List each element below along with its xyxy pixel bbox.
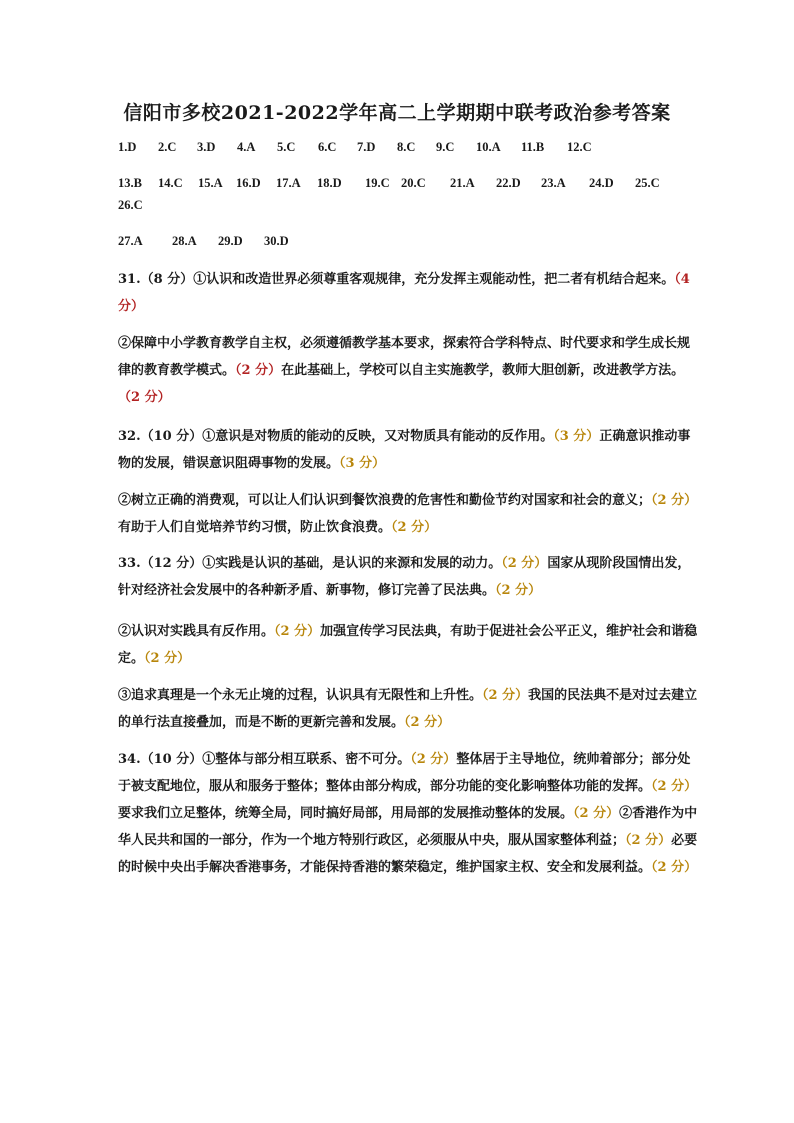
answer-paragraph <box>118 487 698 541</box>
answer-paragraph <box>118 618 698 672</box>
answer-text: ②树立正确的消费观，可以让人们认识到餐饮浪费的危害性和勤俭节约对国家和社会的意义； <box>118 493 652 508</box>
score-label: （2 分） <box>404 715 451 730</box>
answer-text: 33.（12 分）①实践是认识的基础，是认识的来源和发展的动力。 <box>118 556 502 571</box>
mc-answer: 18.D <box>317 176 342 190</box>
mc-answer: 21.A <box>450 176 475 190</box>
mc-answer: 25.C <box>635 176 660 190</box>
answer-paragraph <box>118 330 698 411</box>
mc-answer: 2.C <box>158 140 177 154</box>
mc-answer: 20.C <box>401 176 426 190</box>
answer-paragraph <box>118 550 698 604</box>
mc-answer: 17.A <box>276 176 301 190</box>
score-label: （2 分） <box>118 390 171 405</box>
mc-answer: 26.C <box>118 198 143 212</box>
mc-answer: 1.D <box>118 140 137 154</box>
score-label: （2 分） <box>651 779 698 794</box>
mc-answer: 27.A <box>118 234 143 248</box>
answer-text: 34.（10 分）①整体与部分相互联系、密不可分。 <box>118 752 411 767</box>
score-label: （4 分） <box>118 272 690 314</box>
answer-text: 在此基础上，学校可以自主实施教学，教师大胆创新，改进教学方法。 <box>281 363 685 378</box>
score-label: （2 分） <box>651 860 698 875</box>
answer-text: ②香港作为中华人民共和国的一部分，作为一个地方特别行政区，必须服从中央，服从国家整体利益； <box>118 806 698 848</box>
answer-text: 要求我们立足整体，统筹全局，同时搞好局部，用局部的发展推动整体的发展。 <box>118 806 574 821</box>
mc-answer: 22.D <box>496 176 521 190</box>
mc-answer: 6.C <box>318 140 337 154</box>
answer-paragraph <box>118 682 698 736</box>
mc-answer: 10.A <box>476 140 501 154</box>
answer-text: 整体居于主导地位，统帅着部分；部分处于被支配地位，服从和服务于整体；整体由部分构成，部分功能的变化影响整体功能的发挥。 <box>118 752 691 794</box>
mc-answer: 16.D <box>236 176 261 190</box>
mc-answer: 5.C <box>277 140 296 154</box>
answer-paragraph <box>118 423 698 477</box>
mc-answer: 14.C <box>158 176 183 190</box>
mc-answer: 3.D <box>197 140 216 154</box>
mc-answer: 13.B <box>118 176 142 190</box>
answer-text: ③追求真理是一个永无止境的过程，认识具有无限性和上升性。 <box>118 688 483 703</box>
mc-answer: 15.A <box>198 176 223 190</box>
answer-text: 国家从现阶段国情出发，针对经济社会发展中的各种新矛盾、新事物，修订完善了民法典。 <box>118 556 691 598</box>
answer-paragraph <box>118 746 698 881</box>
answer-text: 32.（10 分）①意识是对物质的能动的反映，又对物质具有能动的反作用。 <box>118 429 554 444</box>
score-label: （2 分） <box>144 651 191 666</box>
score-label: （2 分） <box>391 520 438 535</box>
score-label: （2 分） <box>410 752 457 767</box>
answer-text: 31.（8 分）①认识和改造世界必须尊重客观规律，充分发挥主观能动性，把二者有机结合起来。 <box>118 272 675 287</box>
answer-text: 我国的民法典不是对过去建立的单行法直接叠加，而是不断的更新完善和发展。 <box>118 688 698 730</box>
score-label: （2 分） <box>501 556 548 571</box>
answer-text: 加强宣传学习民法典，有助于促进社会公平正义，维护社会和谐稳定。 <box>118 624 698 666</box>
mc-answer: 23.A <box>541 176 566 190</box>
score-label: （2 分） <box>482 688 529 703</box>
answer-text: 必要的时候中央出手解决香港事务，才能保持香港的繁荣稳定，维护国家主权、安全和发展利益。 <box>118 833 698 875</box>
mc-answer: 12.C <box>567 140 592 154</box>
mc-answer: 11.B <box>521 140 545 154</box>
score-label: （3 分） <box>553 429 600 444</box>
mc-answer: 4.A <box>237 140 256 154</box>
score-label: （3 分） <box>339 456 386 471</box>
mc-answer: 28.A <box>172 234 197 248</box>
score-label: （2 分） <box>625 833 672 848</box>
score-label: （2 分） <box>235 363 282 378</box>
mc-answer: 29.D <box>218 234 243 248</box>
mc-answer: 9.C <box>436 140 455 154</box>
answer-text: 正确意识推动事物的发展，错误意识阻碍事物的发展。 <box>118 429 691 471</box>
score-label: （2 分） <box>573 806 620 821</box>
mc-answer: 19.C <box>365 176 390 190</box>
answer-paragraph <box>118 266 698 320</box>
score-label: （2 分） <box>651 493 698 508</box>
mc-answer: 30.D <box>264 234 289 248</box>
mc-answer: 24.D <box>589 176 614 190</box>
answer-text: ②保障中小学教育教学自主权，必须遵循教学基本要求，探索符合学科特点、时代要求和学生成长规律的教育教学模式。 <box>118 336 691 378</box>
mc-answer: 7.D <box>357 140 376 154</box>
answer-text: 有助于人们自觉培养节约习惯，防止饮食浪费。 <box>118 520 392 535</box>
score-label: （2 分） <box>274 624 321 639</box>
page-title: 信阳市多校2021-2022学年高二上学期期中联考政治参考答案 <box>123 102 671 124</box>
answer-text: ②认识对实践具有反作用。 <box>118 624 275 639</box>
mc-answer: 8.C <box>397 140 416 154</box>
score-label: （2 分） <box>495 583 542 598</box>
